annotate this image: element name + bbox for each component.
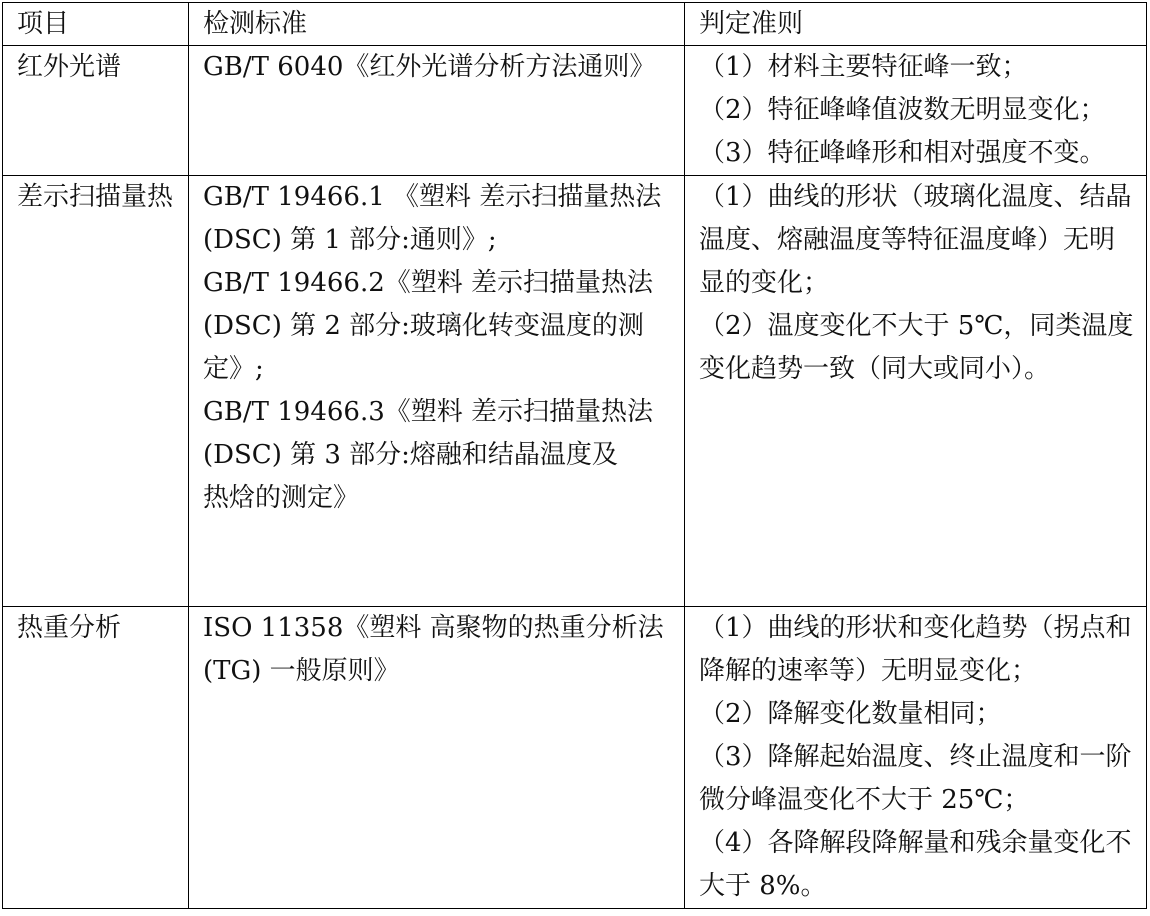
standard-line: GB/T 6040《红外光谱分析方法通则》 [203, 52, 656, 82]
standard-line: GB/T 19466.3《塑料 差示扫描量热法 [203, 397, 654, 427]
row-item-dsc [3, 176, 189, 607]
item-label: 差示扫描量热 [17, 182, 174, 212]
table-row [3, 607, 1147, 909]
row-standard-dsc [189, 176, 685, 607]
criteria-line: （3）降解起始温度、终止温度和一阶微分峰温变化不大于 25℃； [699, 742, 1132, 815]
criteria-line: （1）曲线的形状（玻璃化温度、结晶温度、熔融温度等特征温度峰）无明显的变化； [699, 182, 1132, 298]
criteria-line: （2）温度变化不大于 5℃，同类温度变化趋势一致（同大或同小）。 [699, 311, 1134, 384]
header-item: 项目 [3, 3, 189, 46]
row-criteria-ir [685, 46, 1147, 176]
table-row [3, 46, 1147, 176]
criteria-table [2, 2, 1147, 909]
row-criteria-tg [685, 607, 1147, 909]
header-standard: 检测标准 [189, 3, 685, 46]
row-criteria-dsc [685, 176, 1147, 607]
standard-line: 定》; [203, 354, 264, 384]
standard-line: 热焓的测定》 [203, 483, 360, 513]
row-standard-ir [189, 46, 685, 176]
criteria-line: （2）特征峰峰值波数无明显变化； [699, 95, 1106, 125]
table-header-row [3, 3, 1147, 46]
standard-line: (DSC) 第 1 部分:通则》; [203, 225, 497, 255]
standard-line: (DSC) 第 3 部分:熔融和结晶温度及 [203, 440, 618, 470]
row-item-ir: 红外光谱 [3, 46, 189, 176]
criteria-line: （1）曲线的形状和变化趋势（拐点和降解的速率等）无明显变化； [699, 613, 1132, 686]
standard-line: GB/T 19466.2《塑料 差示扫描量热法 [203, 268, 654, 298]
criteria-line: （3）特征峰峰形和相对强度不变。 [699, 138, 1106, 168]
criteria-line: （1）材料主要特征峰一致； [699, 52, 1028, 82]
standard-line: ISO 11358《塑料 高聚物的热重分析法(TG) 一般原则》 [203, 613, 664, 686]
criteria-line: （4）各降解段降解量和残余量变化不大于 8%。 [699, 828, 1132, 901]
standard-line: GB/T 19466.1 《塑料 差示扫描量热法 [203, 182, 662, 212]
row-item-tg: 热重分析 [3, 607, 189, 909]
criteria-line: （2）降解变化数量相同； [699, 699, 1002, 729]
table-row [3, 176, 1147, 607]
standard-line: (DSC) 第 2 部分:玻璃化转变温度的测 [203, 311, 644, 341]
row-standard-tg [189, 607, 685, 909]
header-criteria: 判定准则 [685, 3, 1147, 46]
